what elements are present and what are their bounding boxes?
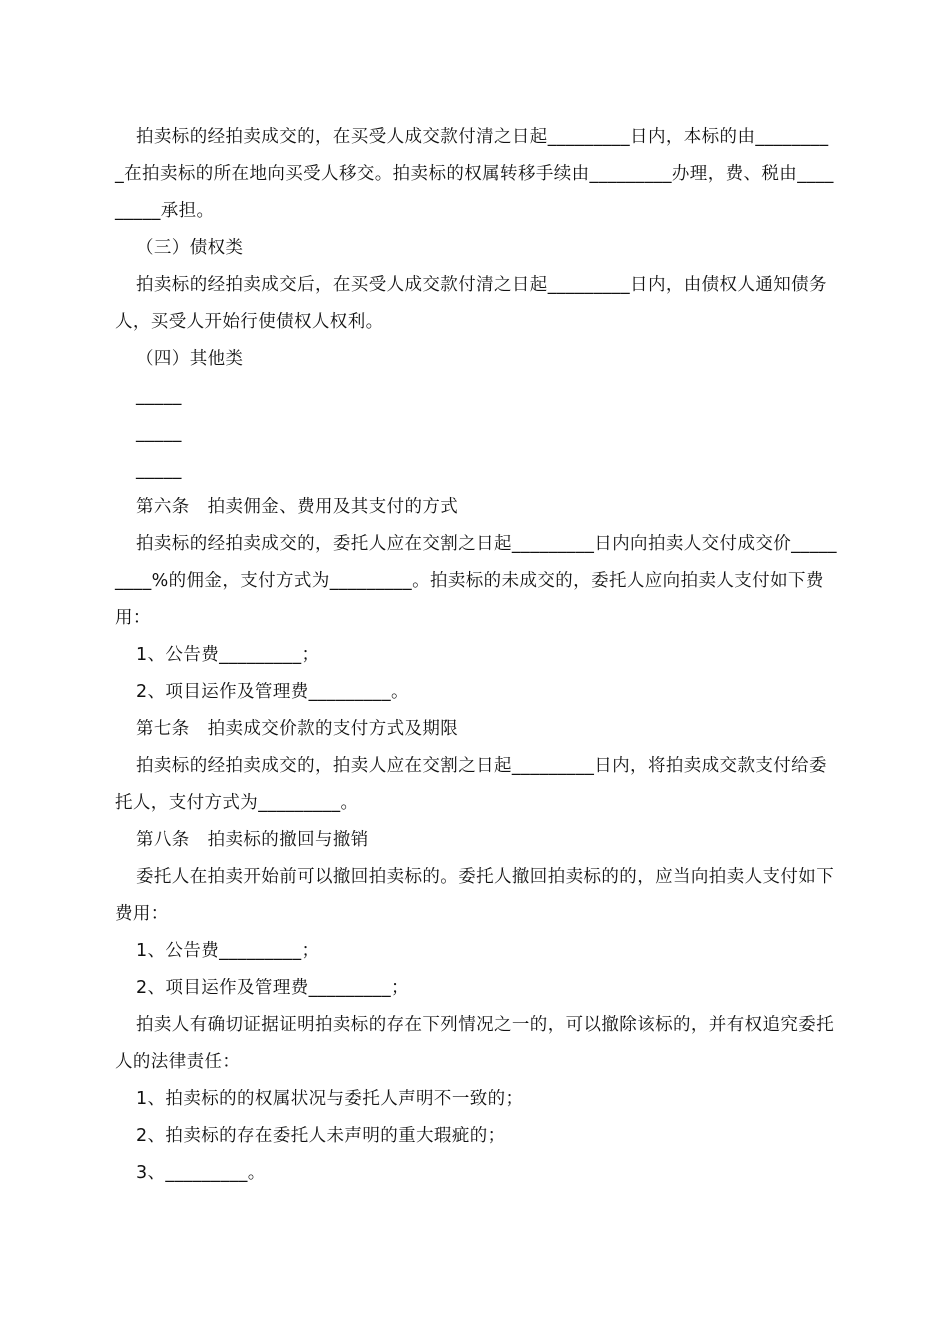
paragraph-delivery-terms: 拍卖标的经拍卖成交的，在买受人成交款付清之日起_________日内，本标的由_________在拍卖标的所在地向买受人移交。拍卖标的权属转移手续由_________办理，费、税由_________承担。 (115, 127, 834, 221)
list-item-undisclosed-defect: 2、拍卖标的存在委托人未声明的重大瑕疵的； (136, 1126, 506, 1146)
paragraph-withdrawal-terms: 委托人在拍卖开始前可以撤回拍卖标的。委托人撤回拍卖标的的，应当向拍卖人支付如下费用： (115, 867, 835, 924)
heading-article-7: 第七条 拍卖成交价款的支付方式及期限 (136, 719, 459, 739)
paragraph-commission-terms: 拍卖标的经拍卖成交的，委托人应在交割之日起_________日内向拍卖人交付成交价_________%的佣金，支付方式为_________。拍卖标的未成交的，委托人应向拍卖人支付如下费用： (115, 534, 837, 628)
heading-claims-category: （三）债权类 (136, 238, 244, 258)
blank-line-2: _____ (136, 423, 182, 443)
blank-line-3: _____ (136, 460, 182, 480)
list-item-announcement-fee-2: 1、公告费_________； (136, 941, 320, 961)
heading-article-8: 第八条 拍卖标的撤回与撤销 (136, 830, 369, 850)
paragraph-claims-terms: 拍卖标的经拍卖成交后，在买受人成交款付清之日起_________日内，由债权人通知债务人，买受人开始行使债权人权利。 (115, 275, 827, 332)
list-item-announcement-fee: 1、公告费_________； (136, 645, 320, 665)
paragraph-revocation-terms: 拍卖人有确切证据证明拍卖标的存在下列情况之一的，可以撤除该标的，并有权追究委托人的法律责任： (115, 1015, 835, 1072)
list-item-ownership-mismatch: 1、拍卖标的的权属状况与委托人声明不一致的； (136, 1089, 524, 1109)
list-item-management-fee-2: 2、项目运作及管理费_________； (136, 978, 409, 998)
list-item-management-fee: 2、项目运作及管理费_________。 (136, 682, 409, 702)
list-item-other: 3、_________。 (136, 1163, 266, 1183)
heading-other-category: （四）其他类 (136, 349, 244, 369)
blank-line-1: _____ (136, 386, 182, 406)
document-page (115, 119, 837, 1192)
heading-article-6: 第六条 拍卖佣金、费用及其支付的方式 (136, 497, 459, 517)
paragraph-payment-terms: 拍卖标的经拍卖成交的，拍卖人应在交割之日起_________日内，将拍卖成交款支付给委托人，支付方式为_________。 (115, 756, 827, 813)
